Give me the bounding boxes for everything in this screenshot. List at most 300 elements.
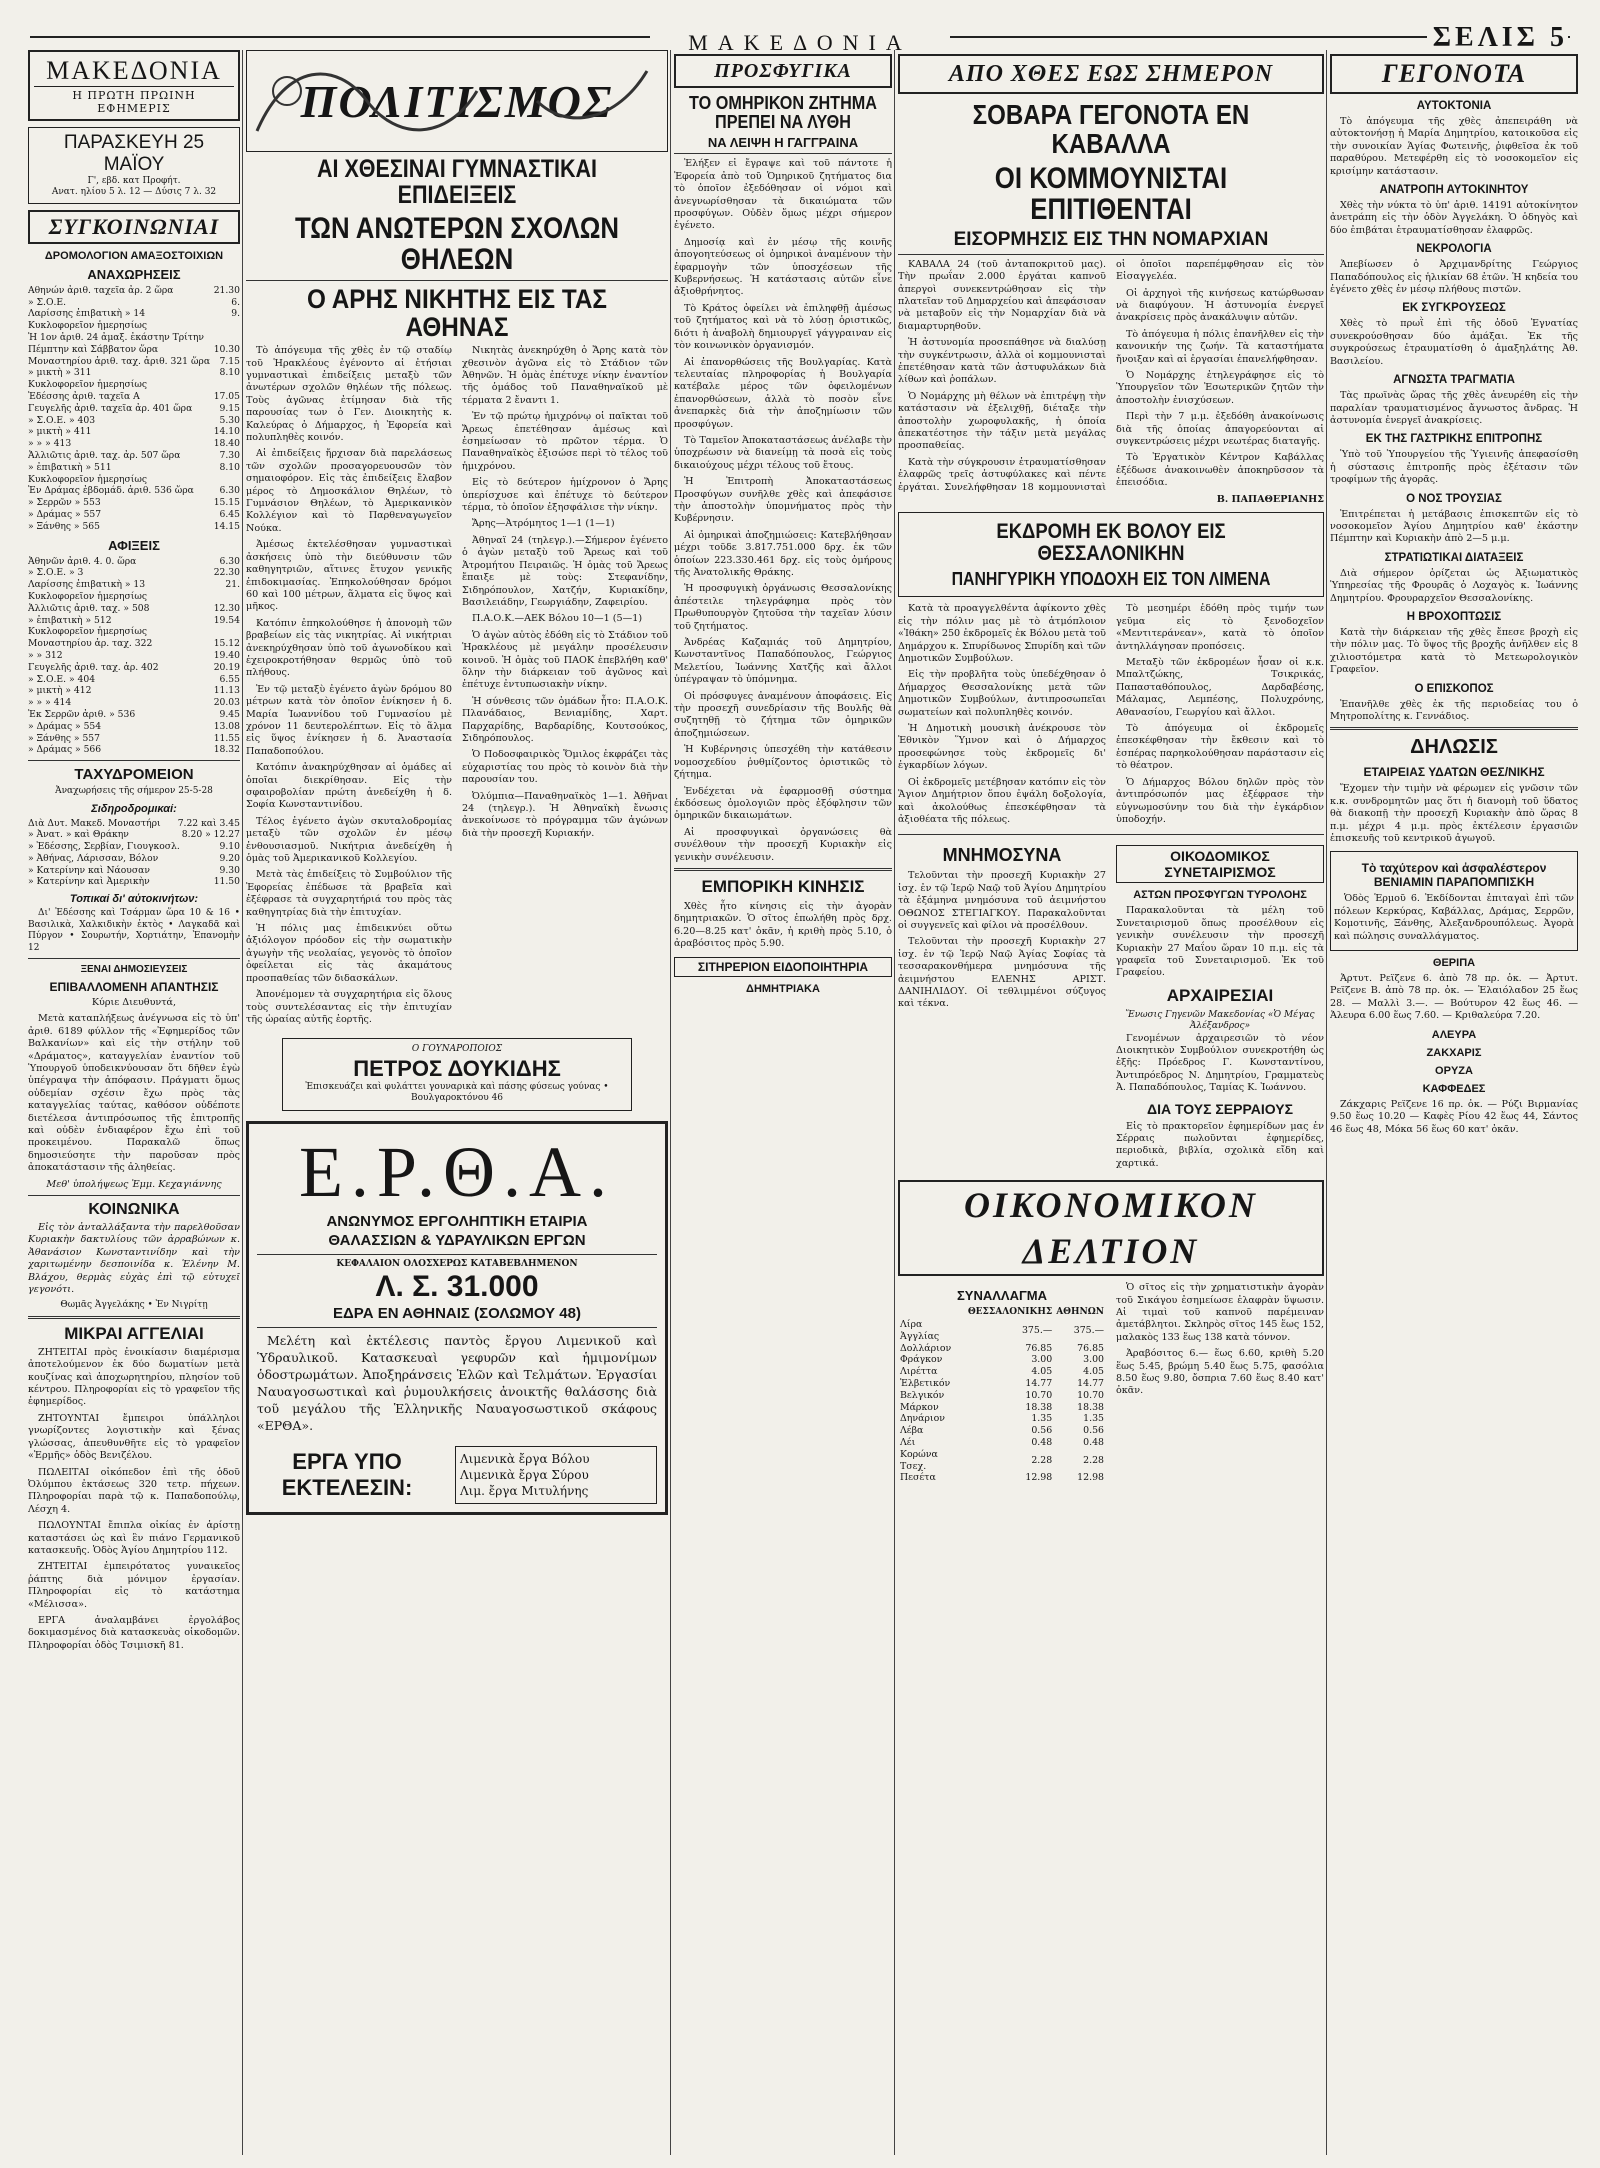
timetable-route: » Σερρῶν » 553 <box>28 497 101 509</box>
reply-signature: Μεθ' ὑπολήψεως Ἐμμ. Κεχαγιάννης <box>46 1178 222 1190</box>
article-paragraph: Δημοσίᾳ καὶ ἐν μέσῳ τῆς κοινῆς ἀπογοητεύσεως οἱ ὀμηρικοὶ ἀναμένουν τὴν ἐφαρμογὴν τῶν ὑποσχέσεων τῆς Κυβερνήσεως. Ἡ κατάστασις αὐτῶν εἶνε ἀξιοθρήνητος. <box>674 236 892 298</box>
timetable-time: 19.40 <box>213 649 240 661</box>
timetable-time: 7.22 καὶ 3.45 <box>177 817 240 829</box>
timetable-row <box>28 308 240 320</box>
timetable-row <box>28 853 240 865</box>
timetable-route: Λαρίσσης ἐπιβατικὴ » 13 <box>28 579 146 591</box>
timetable-row <box>28 403 240 415</box>
article-paragraph: Ἀνδρέας Καζαμιάς τοῦ Δημητρίου, Κωνσταντῖνος Παπαδόπουλος, Γεώργιος Μελετίου, Ἰωάννης Χατζῆς καὶ ἄλλοι ὑπέγραψαν τὸ ὑπόμνημα. <box>674 637 892 686</box>
culture-banner-label: ΠΟΛΙΤΙΣΜΟΣ <box>300 75 614 127</box>
article-paragraph: Ἀθηναϊ 24 (τηλεγρ.).—Σήμερον ἐγένετο ὁ ἀγὼν μεταξὺ τοῦ Ἄρεως καὶ τοῦ Ἀτρομήτου Πειραιῶς. Ἡ ὁμὰς τοῦ Ἄρεως ἔπαιξε μὲ τοὺς: Στεφανίδην, Σιδηρόπουλον, Χατζήν, Κυριακίδην, Βασιλειάδην, Γεωργιάδην, Ζαφειρίου. <box>462 534 668 608</box>
timetable-route: » Ἐδέσσης, Σερβίαν, Γιουγκοσλ. <box>28 841 180 853</box>
financial-banner: ΟΙΚΟΝΟΜΙΚΟΝ ΔΕΛΤΙΟΝ <box>898 1180 1324 1276</box>
rail-heading: ΔΡΟΜΟΛΟΓΙΟΝ ΑΜΑΞΟΣΤΟΙΧΙΩΝ <box>44 249 224 262</box>
column-2 <box>246 50 668 2155</box>
exchange-header <box>898 1307 966 1319</box>
exchange-cell: Λίρα Ἀγγλίας <box>900 1319 940 1342</box>
transport-heading: ΣΥΓΚΟΙΝΩΝΙΑΙ <box>28 210 240 244</box>
exchange-cell: Λέβα <box>900 1425 924 1437</box>
furrier-name: ΠΕΤΡΟΣ ΔΟΥΚΙΔΗΣ <box>353 1055 561 1081</box>
timetable-time: 15.15 <box>213 497 240 509</box>
timetable-route: Κυκλοφορεῖον ἡμερησίως <box>28 626 147 638</box>
exchange-cell: 4.05 <box>1031 1366 1053 1378</box>
exchange-header-row <box>898 1307 1106 1319</box>
exchange-cell: Μάρκον <box>900 1401 939 1413</box>
ertha-ad <box>246 1121 668 1515</box>
kavala-headlines <box>898 100 1324 250</box>
date-box <box>28 127 240 204</box>
serres-heading: ΔΙΑ ΤΟΥΣ ΣΕΡΡΑΙΟΥΣ <box>1147 1100 1293 1117</box>
timetable-row <box>28 674 240 686</box>
exchange-cell: Κορώνα Τσεχ. <box>900 1448 938 1472</box>
exchange-cell: 375.— <box>1073 1324 1104 1336</box>
timetable-row <box>28 426 240 438</box>
article-paragraph: Ἡ προσφυγικὴ ὀργάνωσις Θεσσαλονίκης ἀπέστειλε τηλεγράφημα πρὸς τὸν Πρωθυπουργὸν ζητοῦσα τὴν ταχεῖαν λύσιν τοῦ ζητήματος. <box>674 583 892 632</box>
timetable-row <box>28 556 240 568</box>
column-4 <box>898 50 1324 2155</box>
article-paragraph: Π.Α.Ο.Κ.—ΑΕΚ Βόλου 10—1 (5—1) <box>472 613 643 625</box>
timetable-row <box>28 438 240 450</box>
timetable-route: Γευγελῆς ἀριθ. ταχεῖα ἀρ. 401 ὥρα <box>28 402 193 414</box>
timetable-row <box>28 841 240 853</box>
timetable-time: 8.20 » 12.27 <box>181 829 240 841</box>
article-paragraph: Οἱ ἀρχηγοὶ τῆς κινήσεως κατώρθωσαν νὰ διαφύγουν. Ἡ ἀστυνομία ἐνεργεῖ ἀνακρίσεις πρὸς ἀνακάλυψιν αὐτῶν. <box>1116 287 1324 324</box>
timetable-time: 9.30 <box>219 864 240 876</box>
timetable-time: 20.03 <box>213 697 240 709</box>
article-paragraph: Περὶ τὴν 7 μ.μ. ἐξεδόθη ἀνακοίνωσις διὰ τῆς ὁποίας ἀπαγορεύονται αἱ συγκεντρώσεις μέχρι νεωτέρας διαταγῆς. <box>1116 411 1324 447</box>
timetable-route: » Ξάνθης » 565 <box>28 520 100 532</box>
classifieds-heading: ΜΙΚΡΑΙ ΑΓΓΕΛΙΑΙ <box>64 1323 204 1343</box>
timetable-row <box>28 579 240 591</box>
ertha-ad-works <box>257 1446 657 1504</box>
column-divider <box>670 50 671 2155</box>
exchange-row <box>898 1413 1106 1425</box>
timetable-time: 12.30 <box>213 602 240 614</box>
market-text: Ὁ σῖτος εἰς τὴν χρηματιστικὴν ἀγορὰν τοῦ Σικάγου ἐσημείωσε ἐλαφρὰν ὕψωσιν. Αἱ τιμαὶ τοῦ καπνοῦ παρέμειναν ἀμετάβλητοι. Σκληρὸς σῖτος 145 ἕως 152, μαλακὸς 133 ἕως 138 κατὰ τόννον. <box>1116 1282 1324 1343</box>
timetable-time: 6.45 <box>219 508 240 520</box>
article-paragraph: Τὸ Κράτος ὀφείλει νὰ ἐπιληφθῇ ἀμέσως τοῦ ζητήματος καὶ νὰ τὸ λύσῃ ὁριστικῶς, διότι ἡ ἀναβολὴ δημιουργεῖ γάγγραιναν εἰς τὸν κοινωνικὸν ὀργανισμόν. <box>674 302 892 352</box>
prices-heading: ΚΑΦΦΕΔΕΣ <box>1422 1082 1486 1095</box>
event-heading: ΝΕΚΡΟΛΟΓΙΑ <box>1416 243 1492 256</box>
column-divider <box>894 50 895 2155</box>
timetable-row <box>28 697 240 709</box>
timetable-time: 6.55 <box>219 673 240 685</box>
local-post-heading: Τοπικαί δι' αὐτοκινήτων: <box>69 893 199 906</box>
prices-heading: ΖΑΚΧΑΡΙΣ <box>1426 1046 1482 1059</box>
divider <box>674 153 892 154</box>
timetable-time: 17.05 <box>213 390 240 402</box>
timetable-route: » » » 413 <box>28 438 72 450</box>
exchange-cell: 1.35 <box>1083 1413 1104 1425</box>
works-item: Λιμ. ἔργα Μιτυλήνης <box>460 1483 589 1498</box>
article-paragraph: Εἰς τὸ δεύτερον ἡμίχρονον ὁ Ἄρης ὑπερίσχυσε καὶ ἐπέτυχε τὸ δεύτερον τέρμα, τὸ ὁποῖον ἐξησφάλισε τὴν νίκην. <box>462 477 668 514</box>
timetable-time: 7.15 <box>219 355 240 367</box>
timetable-route: Ἡ 1ον ἀριθ. 24 ἀμαξ. ἐκάστην Τρίτην <box>28 332 204 343</box>
exchange-cell: 14.77 <box>1025 1378 1053 1390</box>
market-block <box>1116 1282 1324 1484</box>
timetable-time: 10.30 <box>213 343 240 355</box>
event-text: Χθὲς τὴν νύκτα τὸ ὑπ' ἀριθ. 14191 αὐτοκίνητον ἀνετράπη εἰς τὴν ὁδὸν Ἀγγελάκη. Ὁ ὁδηγὸς καὶ δύο ἐπιβάται ἐτραυματίσθησαν ἐλαφρῶς. <box>1330 200 1578 236</box>
excursion-headline-1: ΕΚΔΡΟΜΗ ΕΚ ΒΟΛΟΥ ΕΙΣ ΘΕΣΣΑΛΟΝΙΚΗΝ <box>996 520 1226 566</box>
ertha-ad-line1: ΑΝΩΝΥΜΟΣ ΕΡΓΟΛΗΠΤΙΚΗ ΕΤΑΙΡΙΑ <box>326 1212 588 1230</box>
memorials-heading: ΜΝΗΜΟΣΥΝΑ <box>942 845 1062 866</box>
prices-text: Ζάκχαρις Ρεϊζενε 16 πρ. ὀκ. — Ρύζι Βιρμανίας 9.50 ἕως 10.20 — Καφὲς Ρίου 42 ἕως 44, Σάντος 46 ἕως 48, Μόκα 56 ἕως 60 κατ' ὀκᾶν. <box>1330 1098 1578 1135</box>
timetable-row <box>28 744 240 756</box>
exchange-cell: 12.98 <box>1077 1472 1104 1484</box>
cooperative-text: Παρακαλοῦνται τὰ μέλη τοῦ Συνεταιρισμοῦ ὅπως προσέλθουν εἰς γενικὴν συνέλευσιν τὴν προσεχῆ Κυριακὴν 27 Μαΐου ὥραν 10 π.μ. εἰς τὰ γραφεῖα τοῦ Συνεταιρισμοῦ. Ἐκ τοῦ Γραφείου. <box>1116 905 1324 979</box>
exchange-table <box>898 1307 1106 1484</box>
classifieds-list <box>28 1347 240 1652</box>
exchange-row <box>898 1366 1106 1378</box>
timetable-time: 6.30 <box>219 485 240 497</box>
ertha-ad-works-label: ΕΡΓΑ ΥΠΟ ΕΚΤΕΛΕΣΙΝ: <box>281 1448 413 1500</box>
timetable-row <box>28 521 240 533</box>
timetable-time: 9. <box>231 308 240 320</box>
timetable-route: Κυκλοφορεῖον ἡμερησίως <box>28 379 147 391</box>
commerce-heading: ΕΜΠΟΡΙΚΗ ΚΙΝΗΣΙΣ <box>701 876 865 896</box>
timetable-route: » Ξάνθης » 557 <box>28 732 100 744</box>
exchange-row <box>898 1378 1106 1390</box>
article-paragraph: Οἱ ἐκδρομεῖς μετέβησαν κατόπιν εἰς τὸν Ἅγιον Δημήτριον ὅπου ἐψάλη δοξολογία, καὶ ἀκολούθως ἐπεσκέφθησαν τὰ ἀξιοθέατα τῆς πόλεως. <box>898 776 1106 825</box>
timetable-row <box>28 829 240 841</box>
article-paragraph: Ἐν τῷ μεταξὺ ἐγένετο ἀγὼν δρόμου 80 μέτρων κατὰ τὸν ὁποῖον ἐνίκησεν ἡ δ. Μαρία Ἰωαννίδου τοῦ Γυμνασίου μὲ χρόνον 11 δευτερολέπτων. Εἰς τὸ ἅλμα εἰς ὕψος ἐνίκησεν ἡ δ. Ἀναστασία Παπαδοπούλου. <box>246 683 452 757</box>
article-paragraph: Κατὰ τὴν σύγκρουσιν ἐτραυματίσθησαν ἐλαφρῶς τρεῖς ἀστυφύλακες καὶ πέντε ἐργάται. Συνελήφθησαν 18 κομμουνισταὶ οἱ ὁποῖοι παρεπέμφθησαν εἰς τὸν Εἰσαγγελέα. <box>898 258 1324 493</box>
refugees-subheadline: ΝΑ ΛΕΙΨΗ Η ΓΑΓΓΡΑΙΝΑ <box>707 134 859 150</box>
timetable-row <box>28 638 240 650</box>
exchange-row <box>898 1319 1106 1343</box>
timetable-row <box>28 450 240 462</box>
article-paragraph: Νικητὰς ἀνεκηρύχθη ὁ Ἄρης κατὰ τὸν χθεσινὸν ἀγῶνα εἰς τὸ Στάδιον τῶν Ἀθηνῶν. Ἡ ὁμὰς ἐπέτυχε νίκην ἐναντίον τῆς ὁμάδος τοῦ Παναθηναϊκοῦ μὲ τέρματα 2 ἔναντι 1. <box>462 345 668 406</box>
timetable-row <box>28 626 240 638</box>
event-text: Κατὰ τὴν διάρκειαν τῆς χθὲς ἔπεσε βροχὴ εἰς τὴν πόλιν μας. Τὸ ὕψος τῆς βροχῆς ἀνῆλθεν εἰς 8 χιλιοστόμετρα κατὰ τὸ Μετεωρολογικὸν Γραφεῖον. <box>1330 626 1578 676</box>
gymnastics-article <box>246 345 452 1030</box>
event-heading: ΣΤΡΑΤΙΩΤΙΚΑΙ ΔΙΑΤΑΞΕΙΣ <box>1384 551 1524 564</box>
market-text: Ἀραβόσιτος 6.— ἕως 6.60, κριθὴ 5.20 ἕως 5.45, βρώμη 5.40 ἕως 5.75, φασόλια 8.50 ἕως 9.80, ὄσπρια 7.60 ἕως 8.40 κατ' ὀκᾶν. <box>1116 1348 1324 1397</box>
culture-body <box>246 345 668 1030</box>
exchange-cell: 2.28 <box>1083 1454 1104 1466</box>
exchange-cell: 18.38 <box>1077 1401 1104 1413</box>
exchange-cell: 76.85 <box>1025 1342 1053 1354</box>
article-paragraph: Μεταξὺ τῶν ἐκδρομέων ἦσαν οἱ κ.κ. Μπαλτζώκης, Τσικρικάς, Παπασταθόπουλος, Δαρδαβέσης, Μάλαμας, Λεμπέσης, Πολυχρόνης, Αθανασίου, Γεωργίου καὶ ἄλλοι. <box>1116 657 1324 718</box>
exchange-cell: 0.48 <box>1083 1437 1104 1448</box>
timetable-route: » ἐπιβατικὴ » 512 <box>28 614 112 626</box>
refugees-article <box>674 158 892 864</box>
events-banner: ΓΕΓΟΝΟΤΑ <box>1330 54 1578 94</box>
exchange-cell: 10.70 <box>1025 1389 1053 1401</box>
date-week: Γ', εβδ. κατ Προφήτ. <box>87 176 181 186</box>
article-paragraph: Κατόπιν ἐπηκολούθησε ἡ ἀπονομὴ τῶν βραβείων εἰς τὰς νικητρίας. Αἱ νικήτριαι ἀνεκηρύχθησαν ὑπὸ τοῦ ἀγωνοδίκου καὶ ἐχειροκροτήθησαν θερμῶς ὑπὸ τοῦ πλήθους. <box>246 617 452 679</box>
sunrise-sunset: Ανατ. ηλίου 5 λ. 12 — Δύσις 7 λ. 32 <box>51 187 217 198</box>
exchange-cell: 3.00 <box>1083 1354 1104 1366</box>
timetable-route: Κυκλοφορεῖον ἡμερησίως <box>28 320 147 332</box>
divider <box>28 1316 240 1319</box>
timetable-row <box>28 474 240 486</box>
ertha-ad-body: Μελέτη καὶ ἐκτέλεσις παντὸς ἔργου Λιμενικοῦ καὶ Ὑδραυλικοῦ. Κατασκευαὶ γεφυρῶν καὶ ἡμιμονίμων ὁδοστρωμάτων. Ἀποξηράνσεις Ἑλῶν καὶ Τελμάτων. Ἐργασίαι Ναυαγοσωστικαὶ καὶ ῥυμουλκήσεις ἀνοικτῆς θαλάσσης διὰ τοῦ μεγάλου τῆς Ἑλληνικῆς Ναυαγοσωστικοῦ σκάφους «ΕΡΘΑ». <box>257 1332 657 1433</box>
financial-row <box>898 1282 1324 1484</box>
exchange-row <box>898 1437 1106 1449</box>
divider <box>246 280 668 281</box>
kavala-headline-3: ΕΙΣΟΡΜΗΣΙΣ ΕΙΣ ΤΗΝ ΝΟΜΑΡΧΙΑΝ <box>953 228 1269 250</box>
article-paragraph: Οἱ πρόσφυγες ἀναμένουν ἀποφάσεις. Εἰς τὴν προσεχῆ συνεδρίασιν τῆς Βουλῆς θὰ συζητηθῇ τὸ ζήτημα τῶν ὀμηρικῶν ἀποζημιώσεων. <box>674 690 892 739</box>
ertha-ad-works-list <box>455 1446 657 1504</box>
article-paragraph: Ἐν τῷ πρώτῳ ἡμιχρόνῳ οἱ παῖκται τοῦ Ἄρεως ἐπετέθησαν ἀμέσως καὶ ἐσημείωσαν τὸ πρῶτον τέρμα. Ὁ Παναθηναϊκὸς ἐξισώσε περὶ τὸ τέλος τοῦ ἡμιχρόνου. <box>462 411 668 472</box>
event-heading: ΕΚ ΤΗΣ ΓΑΣΤΡΙΚΗΣ ΕΠΙΤΡΟΠΗΣ <box>1365 433 1543 446</box>
nameplate-title: ΜΑΚΕΔΟΝΙΑ <box>46 56 222 85</box>
timetable-route: Μοναστηρίου ἀρ. ταχ. 322 <box>28 638 153 650</box>
prices-heading: ΟΡΥΖΑ <box>1435 1064 1473 1077</box>
article-paragraph: Ἀπονέμομεν τὰ συγχαρητήρια εἰς ὅλους τοὺς συντελέσαντας εἰς τὴν ἐπιτυχίαν τῆς ὡραίας αὐτῆς ἑορτῆς. <box>246 989 452 1025</box>
grain-subheading: ΔΗΜΗΤΡΙΑΚΑ <box>746 982 820 995</box>
timetable-route: » Ἀνατ. » καὶ Θράκην <box>28 829 129 841</box>
timetable-route: » Ἀθήνας, Λάρισσαν, Βόλον <box>28 852 159 864</box>
excursion-headline-2: ΠΑΝΗΓΥΡΙΚΗ ΥΠΟΔΟΧΗ ΕΙΣ ΤΟΝ ΛΙΜΕΝΑ <box>951 568 1271 589</box>
exchange-cell: 1.35 <box>1031 1413 1053 1425</box>
declaration-text: Ἔχομεν τὴν τιμὴν νὰ φέρωμεν εἰς γνῶσιν τῶν κ.κ. συνδρομητῶν μας ὅτι ἡ διανομὴ τοῦ ὕδατος θὰ διακοπῇ τὴν προσεχῆ Κυριακὴν ἀπὸ ὥρας 8 π.μ. μέχρι 4 μ.μ. πρὸς ἐκτέλεσιν ἐργασιῶν ἐπισκευῆς τοῦ κεντρικοῦ ἀγωγοῦ. <box>1330 783 1578 845</box>
column-1 <box>28 50 240 2155</box>
furrier-ad <box>282 1038 632 1110</box>
kavala-article <box>898 259 1324 494</box>
exchange-cell: 76.85 <box>1077 1342 1104 1354</box>
article-paragraph: Ἀμέσως ἐκτελέσθησαν γυμναστικαὶ ἀσκήσεις ὑπὸ τὴν διεύθυνσιν τῶν καθηγητριῶν, αἵτινες ἔτυχον γενικῆς ἐπιδοκιμασίας. Ἐπηκολούθησαν δρόμοι 60 καὶ 100 μέτρων, ἅλματα εἰς ὕψος καὶ μῆκος. <box>246 539 452 613</box>
event-heading: Η ΒΡΟΧΟΠΤΩΣΙΣ <box>1406 610 1502 623</box>
reply-heading: ΕΠΙΒΑΛΛΟΜΕΝΗ ΑΠΑΝΤΗΣΙΣ <box>49 979 219 994</box>
exchange-heading: ΣΥΝΑΛΛΑΓΜΑ <box>956 1288 1047 1304</box>
kavala-headline-1: ΣΟΒΑΡΑ ΓΕΓΟΝΟΤΑ ΕΝ ΚΑΒΑΛΛΑ <box>972 99 1250 160</box>
gymnastics-headline: ΑΙ ΧΘΕΣΙΝΑΙ ΓΥΜΝΑΣΤΙΚΑΙ ΕΠΙΔΕΙΞΕΙΣ <box>316 155 598 210</box>
rail-post-list <box>28 818 240 889</box>
timetable-route: » μικτὴ » 311 <box>28 367 92 379</box>
ertha-ad-title: Ε.Ρ.Θ.Α. <box>298 1131 616 1212</box>
exchange-row <box>898 1343 1106 1355</box>
gymnastics-subheadline: ΤΩΝ ΑΝΩΤΕΡΩΝ ΣΧΟΛΩΝ ΘΗΛΕΩΝ <box>294 211 620 276</box>
elections-text: Γενομένων ἀρχαιρεσιῶν τὸ νέον Διοικητικὸν Συμβούλιον συνεκροτήθη ὡς ἑξῆς: Πρόεδρος Γ. Κωνσταντίνου, Ἀντιπρόεδρος Ν. Δημητρίου, Γραμματεὺς Ἀ. Παπαδόπουλος, Ταμίας Κ. Ἰωάννου. <box>1116 1032 1324 1094</box>
kavala-headline-2: ΟΙ ΚΟΜΜΟΥΝΙΣΤΑΙ ΕΠΙΤΙΘΕΝΤΑΙ <box>994 161 1228 227</box>
article-paragraph: Τὸ ἀπόγευμα οἱ ἐκδρομεῖς ἐπεσκέφθησαν τὴν ἔκθεσιν καὶ τὸ ἑσπέρας παρηκολούθησαν παράστασιν εἰς τὸ θέατρον. <box>1116 723 1324 772</box>
divider <box>28 958 240 959</box>
timetable-route: » Δράμας » 566 <box>28 744 102 756</box>
article-paragraph: Τέλος ἐγένετο ἀγὼν σκυταλοδρομίας μεταξὺ τῶν σχολῶν ἐν μέσῳ ἐνθουσιασμοῦ. Νικήτρια ἀνεδείχθη ἡ ὁμὰς τοῦ Ἀμερικανικοῦ Κολλεγίου. <box>246 815 452 865</box>
foreign-heading: ΞΕΝΑΙ ΔΗΜΟΣΙΕΥΣΕΙΣ <box>80 963 188 975</box>
aris-headline: Ο ΑΡΗΣ ΝΙΚΗΤΗΣ ΕΙΣ ΤΑΣ ΑΘΗΝΑΣ <box>307 283 607 342</box>
article-paragraph: Ὁ Νομάρχης μὴ θέλων νὰ ἐπιτρέψῃ τὴν κατάστασιν νὰ ἐξελιχθῇ, διέταξε τὴν ἀποστολὴν χωροφυλακῆς, ἡ ὁποία ἀπεκατέστησε τὴν τάξιν μετὰ μεγάλας προσπαθείας. <box>898 390 1106 452</box>
exchange-cell: Βελγικόν <box>900 1389 945 1401</box>
timetable-route: » μικτὴ » 411 <box>28 426 92 438</box>
event-text: Χθὲς τὸ πρωῒ ἐπὶ τῆς ὁδοῦ Ἐγνατίας συνεκρούσθησαν δύο ἁμάξαι. Ἐκ τῆς συγκρούσεως ἐτραυματίσθη ὁ ἁμαξηλάτης Ἀθ. Βασιλείου. <box>1330 318 1578 367</box>
timetable-route: Αθηνών ἀριθ. ταχεῖα ἀρ. 2 ὥρα <box>28 284 174 296</box>
local-post-text: Δι' Ἐδέσσης καὶ Τσάρμαν ὥρα 10 & 16 • Βασιλικὰ, Χαλκιδικὴν ἐκτὸς • Λαγκαδᾶ καὶ Πύργον • Σουρωτήν, Χορτιάτην, Ἐπανομὴν 12 <box>28 908 240 953</box>
timetable-route: » Σ.Ο.Ε. » 403 <box>28 414 96 426</box>
timetable-time: 11.50 <box>213 876 240 888</box>
bank-ad <box>1330 851 1578 951</box>
divider <box>1330 727 1578 730</box>
elections-heading: ΑΡΧΑΙΡΕΣΙΑΙ <box>1166 985 1274 1005</box>
article-paragraph: Ὀλύμπια—Παναθηναϊκὸς 1—1. Ἀθῆναι 24 (τηλεγρ.). Ἡ Ἀθηναϊκὴ ἔνωσις ἀνεκοίνωσε τὸ πρόγραμμα τῶν ἀγώνων διὰ τὴν προσεχῆ Κυριακήν. <box>462 790 668 839</box>
arrivals-list <box>28 556 240 757</box>
exchange-cell: 12.98 <box>1025 1472 1053 1484</box>
timetable-time: 14.10 <box>213 426 240 438</box>
ertha-ad-capital-label: ΚΕΦΑΛΑΙΟΝ ΟΛΟΣΧΕΡΩΣ ΚΑΤΑΒΕΒΛΗΜΕΝΟΝ <box>336 1258 578 1269</box>
page-number: ΣΕΛΙΣ 5 <box>1427 22 1568 54</box>
exchange-row <box>898 1472 1106 1484</box>
exchange-cell: 2.28 <box>1031 1454 1053 1466</box>
timetable-route: » ἐπιβατικὴ » 511 <box>28 461 112 473</box>
article-paragraph: Αἱ ἐπανορθώσεις τῆς Βουλγαρίας. Κατὰ τελευταίας πληροφορίας ἡ Βουλγαρία κατέβαλε μέρος τῶν ὀφειλομένων ἐπανορθώσεων, ἀλλὰ τὸ ποσὸν εἶνε ἀνεπαρκὲς διὰ τὴν ἀποζημίωσιν τῶν προσφύγων. <box>674 356 892 430</box>
timetable-time: 15.12 <box>213 638 240 650</box>
timetable-route: » Σ.Ο.Ε. <box>28 296 67 308</box>
refugees-banner: ΠΡΟΣΦΥΓΙΚΑ <box>674 54 892 88</box>
timetable-route: » » » 414 <box>28 697 72 709</box>
timetable-row <box>28 818 240 830</box>
article-paragraph: Αἱ ὀμηρικαὶ ἀποζημιώσεις: Κατεβλήθησαν μέχρι τοῦδε 3.817.751.000 δρχ. ἐκ τῶν ὁποίων 223.330.461 δρχ. εἰς τοὺς ὀμήρους τῆς Ἀνατολικῆς Θράκης. <box>674 529 892 579</box>
masthead: ΜΑΚΕΔΟΝΙΑ <box>650 30 950 56</box>
arrivals-heading: ΑΦΙΞΕΙΣ <box>108 537 160 553</box>
serres-text: Εἰς τὸ πρακτορεῖον ἐφημερίδων μας ἐν Σέρραις πωλοῦνται ἐφημερίδες, περιοδικὰ, βιβλία, σχολικὰ εἴδη καὶ χαρτικά. <box>1116 1120 1324 1169</box>
cooperative-subheading: ΑΣΤΩΝ ΠΡΟΣΦΥΓΩΝ ΤΥΡΟΛΟΗΣ <box>1133 889 1307 902</box>
timetable-row <box>28 391 240 403</box>
exchange-header: ΘΕΣΣΑΛΟΝΙΚΗΣ <box>967 1307 1053 1318</box>
classified-ad: ΖΗΤΟΥΝΤΑΙ ἔμπειροι ὑπάλληλοι γνωρίζοντες λογιστικὴν καὶ ξένας γλώσσας, ἀπευθυνθῆτε εἰς τὸ γραφεῖον «Ἑρμῆς» ὁδὸς Βενιζέλου. <box>28 1412 240 1462</box>
event-heading: ΑΓΝΩΣΤΑ ΤΡΑΓΜΑΤΙΑ <box>1393 374 1515 387</box>
nameplate-box <box>28 50 240 121</box>
article-paragraph: Ἡ Δημοτικὴ μουσικὴ ἀνέκρουσε τὸν Ἐθνικὸν Ὕμνον καὶ ὁ Δήμαρχος προσεφώνησε τοὺς ἐκδρομεῖς δι' ἐγκαρδίων λόγων. <box>898 723 1106 772</box>
timetable-row <box>28 591 240 603</box>
memorial-notice: Τελοῦνται τὴν προσεχῆ Κυριακὴν 27 ἰσχ. ἐν τῷ Ἱερῷ Ναῷ Ἁγίας Σοφίας τὰ τεσσαρακονθήμερα μνημόσυνα τῆς ἀειμνήστου ΕΛΕΝΗΣ ΑΡΙΣΤ. ΔΑΝΙΗΛΙΔΟΥ. Οἱ τεθλιμμένοι σύζυγος καὶ τέκνα. <box>898 936 1106 1010</box>
timetable-row <box>28 379 240 391</box>
article-paragraph: Ἡ Κυβέρνησις ὑπεσχέθη τὴν κατάθεσιν νομοσχεδίου ῥυθμίζοντος ὁριστικῶς τὸ ζήτημα. <box>674 744 892 781</box>
exchange-cell: Λέι <box>900 1437 916 1448</box>
timetable-route: Ἐκ Σερρῶν ἀριθ. » 536 <box>28 708 136 720</box>
article-paragraph: Αἱ ἐπιδείξεις ἤρχισαν διὰ παρελάσεως τῶν σχολῶν προσαγορευουσῶν τὸν σημαιοφόρον. Εἰς τὰς ἐπιδείξεις ἔλαβον μέρος τὸ Δημοσκάλιον Θηλέων, τὸ Γυμνάσιον Θηλέων, τὸ Ἀμερικανικὸν Κολλέγιον καὶ τὸ Παρθεναγωγεῖον Νούκα. <box>246 448 452 534</box>
article-paragraph: Ἐλήξεν εἰ ἔγραψε καὶ τοῦ πάντοτε ἡ Ἐφορεία ἀπὸ τοῦ Ὁμηρικοῦ ζητήματος δια τὸ ὁποῖον ἐξεδόθησαν οἱ νόμοι καὶ ἀνεγνωρίσθησαν τὰ δικαιώματα τῶν προσφύγων. Οὐδὲν ὅμως μέχρι σήμερον ἐγένετο. <box>674 158 892 232</box>
classified-ad: ΠΩΛΕΙΤΑΙ οἰκόπεδον ἐπὶ τῆς ὁδοῦ Ὀλύμπου ἐκτάσεως 320 τετρ. πήχεων. Πληροφορίαι παρὰ τῷ κ. Παπαδοπούλῳ, Λέσχη 4. <box>28 1466 240 1515</box>
cooperative-block <box>1116 839 1324 1174</box>
timetable-time: 6.30 <box>219 555 240 567</box>
timetable-route: Διὰ Δυτ. Μακεδ. Μοναστήρι <box>28 817 161 829</box>
timetable-time: 9.45 <box>219 708 240 720</box>
timetable-route: Ἀθηνῶν ἀριθ. 4. 0. ὥρα <box>28 555 137 567</box>
column-divider <box>242 50 243 2155</box>
works-item: Λιμενικὰ ἔργα Βόλου <box>460 1451 590 1466</box>
ertha-ad-seat: ΕΔΡΑ ΕΝ ΑΘΗΝΑΙΣ (ΣΟΛΩΜΟΥ 48) <box>333 1304 581 1322</box>
timetable-route: Πέμπτην καὶ Σάββατον ὥρα <box>28 343 159 355</box>
article-paragraph: Τὸ Ταμεῖον Ἀποκαταστάσεως ἀνέλαβε τὴν ὑποχρέωσιν νὰ διανείμῃ τὰ ποσὰ εἰς τοὺς δικαιούχους μέχρι τέλους τοῦ ἔτους. <box>674 434 892 471</box>
exchange-cell: 375.— <box>1021 1324 1053 1336</box>
exchange-cell: 4.05 <box>1083 1366 1104 1378</box>
exchange-cell: 14.77 <box>1077 1378 1104 1390</box>
event-text: Ἐπανῆλθε χθὲς ἐκ τῆς περιοδείας του ὁ Μητροπολίτης κ. Γεννάδιος. <box>1330 698 1578 722</box>
events-list <box>1330 100 1578 723</box>
timetable-row <box>28 865 240 877</box>
column-3 <box>674 50 892 2155</box>
timetable-row <box>28 509 240 521</box>
exchange-block <box>898 1282 1106 1484</box>
date-line: ΠΑΡΑΣΚΕΥΗ 25 ΜΑΪΟΥ <box>63 132 205 175</box>
timetable-row <box>28 650 240 662</box>
exchange-cell: Ἑλβετικόν <box>900 1378 951 1390</box>
exchange-cell: 0.48 <box>1031 1437 1053 1448</box>
column-divider <box>1326 50 1327 2155</box>
prices-text: Ἀρτυτ. Ρεϊζενε 6. ἀπὸ 78 πρ. ὀκ. — Ἀρτυτ. Ρεϊζενε B. ἀπὸ 78 πρ. ὀκ. — Ἐλαιόλαδον 25 ἕως 28. — Μαλλὶ 3.—. — Βούτυρον 42 ἕως 46. — Ἀλευρα 6.00 ἕως 7.60. — Κριθαλεύρα 7.20. <box>1330 973 1578 1022</box>
declaration-subheading: ΕΤΑΙΡΕΙΑΣ ΥΔΑΤΩΝ ΘΕΣ/ΝΙΚΗΣ <box>1363 765 1545 780</box>
timetable-route: Κυκλοφορεῖον ἡμερησίως <box>28 473 147 485</box>
article-paragraph: Ἡ πόλις μας ἐπιδεικνύει οὕτω ἀξιόλογον πρόοδον εἰς τὴν σωματικὴν ἀγωγὴν τῆς νεολαίας, γεγονὸς τὸ ὁποῖον ὀφείλεται εἰς τὰς ἀκαμάτους προσπαθείας τῶν διδασκάλων. <box>246 923 452 984</box>
timetable-time: 21.30 <box>213 284 240 296</box>
exchange-cell: Πεσέτα <box>900 1472 936 1484</box>
timetable-row <box>28 603 240 615</box>
article-paragraph: Μετὰ τὰς ἐπιδείξεις τὸ Συμβούλιον τῆς Ἐφορείας ἐπέδωσε τὰ βραβεῖα καὶ ἐξέφρασε τὰ συγχαρητήριά του πρὸς τὰς καθηγητρίας διὰ τὴν ἐπιτυχίαν. <box>246 869 452 918</box>
memorials-block <box>898 839 1106 1174</box>
event-heading: ΑΝΑΤΡΟΠΗ ΑΥΤΟΚΙΝΗΤΟΥ <box>1379 184 1529 197</box>
timetable-row <box>28 567 240 579</box>
excursion-article <box>898 603 1324 830</box>
reply-salutation: Κύριε Διευθυντά, <box>91 996 177 1008</box>
article-paragraph: Τὸ ἀπόγευμα τῆς χθὲς ἐν τῷ σταδίῳ τοῦ Ἡρακλέους ἐγένοντο αἱ ἐτήσιαι γυμναστικαὶ ἐπιδείξεις μεταξὺ τῶν ἀνωτέρων σχολῶν θηλέων τῆς πόλεως. Τοὺς ἀγῶνας ἐτίμησαν διὰ τῆς παρουσίας των ὁ Γεν. Διοικητὴς κ. Καλεύρας ὁ Δήμαρχος, ἡ Ἐφορεία καὶ πολυπληθὲς κοινόν. <box>246 345 452 444</box>
article-paragraph: Ὁ Δήμαρχος Βόλου δηλῶν πρὸς τὸν ἀντιπρόσωπόν μας ἐξέφρασε τὴν εὐγνωμοσύνην του διὰ τὴν ἐγκάρδιον ὑποδοχήν. <box>1116 776 1324 825</box>
refugees-headline: ΤΟ ΟΜΗΡΙΚΟΝ ΖΗΤΗΜΑ ΠΡΕΠΕΙ ΝΑ ΛΥΘΗ <box>689 93 877 132</box>
event-text: Ὑπὸ τοῦ Ὑπουργείου τῆς Ὑγιεινῆς ἀπεφασίσθη ἡ σύστασις ἐπιτροπῆς πρὸς ἐξέτασιν τῶν τροφίμων τῆς ἀγορᾶς. <box>1330 449 1578 486</box>
event-text: Ἀπεβίωσεν ὁ Ἀρχιμανδρίτης Γεώργιος Παπαδόπουλος εἰς ἡλικίαν 68 ἐτῶν. Ἡ κηδεία του ἐγένετο χθὲς ἐν μέσῳ πλήθους πιστῶν. <box>1330 259 1578 296</box>
timetable-route: Ἐν Δράμας ἐβδομάδ. ἀριθ. 536 ὥρα <box>28 485 194 497</box>
timetable-time: 11.13 <box>213 685 240 697</box>
timetable-row <box>28 297 240 309</box>
timetable-row <box>28 285 240 297</box>
event-text: Τὰς πρωϊνὰς ὥρας τῆς χθὲς ἀνευρέθη εἰς τὴν παραλίαν τραυματισμένος ἄγνωστος ἄνδρας. Ἡ ἀστυνομία ἐνεργεῖ ἀνακρίσεις. <box>1330 390 1578 426</box>
timetable-time: 8.10 <box>219 461 240 473</box>
article-paragraph: Εἰς τὴν προβλῆτα τοὺς ὑπεδέχθησαν ὁ Δήμαρχος Θεσσαλονίκης μετὰ τῶν Δημοτικῶν Συμβούλων, ἀντιπροσωπεῖαι σωματείων καὶ πολυπληθὲς κοινόν. <box>898 669 1106 718</box>
nameplate-subtitle: Η ΠΡΩΤΗ ΠΡΩΙΝΗ ΕΦΗΜΕΡΙΣ <box>34 86 234 115</box>
article-paragraph: Ὁ Νομάρχης ἐτηλεγράφησε εἰς τὸ Ὑπουργεῖον τῶν Ἐσωτερικῶν ζητῶν τὴν ἀποστολὴν ἐνισχύσεων. <box>1116 369 1324 406</box>
timetable-time: 19.54 <box>213 614 240 626</box>
declaration-heading: ΔΗΛΩΣΙΣ <box>1410 736 1498 759</box>
divider <box>28 1195 240 1196</box>
timetable-row <box>28 721 240 733</box>
timetable-row <box>28 320 240 332</box>
timetable-route: Ἀλλιῶτις ἀριθ. ταχ. » 508 <box>28 602 150 614</box>
divider <box>257 1327 657 1328</box>
exchange-cell: 3.00 <box>1031 1354 1053 1366</box>
elections-subheading: Ἕνωσις Γηγενῶν Μακεδονίας «Ὁ Μέγας Ἀλέξανδρος» <box>1125 1009 1315 1032</box>
event-heading: ΕΚ ΣΥΓΚΡΟΥΣΕΩΣ <box>1402 302 1506 315</box>
timetable-time: 7.30 <box>219 449 240 461</box>
notices-row <box>898 839 1324 1174</box>
social-signature: Θωμᾶς Ἀγγελάκης • Ἐν Νιγρίτῃ <box>60 1300 208 1311</box>
timetable-route: » Σ.Ο.Ε. » 404 <box>28 673 96 685</box>
works-item: Λιμενικὰ ἔργα Σύρου <box>460 1467 589 1482</box>
timetable-route: Γευγελῆς ἀριθ. ταχ. ἀρ. 402 <box>28 661 159 673</box>
timetable-time: 18.40 <box>213 438 240 450</box>
timetable-time: 22.30 <box>213 567 240 579</box>
exchange-header: ΑΘΗΝΩΝ <box>1056 1307 1104 1318</box>
timetable-route: » Δράμας » 554 <box>28 720 102 732</box>
event-text: Διὰ σήμερον ὁρίζεται ὡς Ἀξιωματικὸς Ὑπηρεσίας τῆς Φρουρᾶς ὁ Λοχαγὸς κ. Ἰωάννης Δημητρίου. Φρουραρχεῖον Θεσσαλονίκης. <box>1330 567 1578 604</box>
bank-ad-heading: Τὸ ταχύτερον καὶ ἀσφαλέστερον ΒΕΝΙΑΜΙΝ ΠΑΡΑΠΟΜΠΙΣΚΗ <box>1361 861 1547 890</box>
timetable-time: 18.32 <box>213 744 240 756</box>
timetable-route: » Κατερίνην καὶ Ἀμερικὴν <box>28 876 150 888</box>
article-paragraph: Κατόπιν ἀνακηρύχθησαν αἱ ὁμάδες αἱ ὁποῖαι διεκρίθησαν. Εἰς τὴν σφαιροβολίαν πρώτη ἀνεδείχθη ἡ δ. Σοφία Κωνσταντινίδου. <box>246 762 452 811</box>
timetable-route: » μικτὴ » 412 <box>28 685 92 697</box>
exchange-cell: Φράγκον <box>900 1354 943 1366</box>
exchange-cell: 0.56 <box>1031 1425 1053 1437</box>
furrier-ad-head: Ο ΓΟΥΝΑΡΟΠΟΙΟΣ <box>411 1044 503 1055</box>
timetable-time: 21. <box>225 579 240 591</box>
exchange-cell: Δολλάριον <box>900 1342 952 1354</box>
timetable-row <box>28 662 240 674</box>
article-paragraph: Αἱ προσφυγικαὶ ὀργανώσεις θὰ συνέλθουν τὴν προσεχῆ Κυριακὴν εἰς γενικὴν συνέλευσιν. <box>674 826 892 863</box>
furrier-ad-text: Ἐπισκευάζει καὶ φυλάττει γουναρικὰ καὶ πάσης φύσεως γούνας • Βουλγαροκτόνου 46 <box>305 1081 609 1104</box>
divider <box>898 834 1324 835</box>
timetable-row <box>28 344 240 356</box>
event-heading: Ο ΕΠΙΣΚΟΠΟΣ <box>1414 682 1494 695</box>
